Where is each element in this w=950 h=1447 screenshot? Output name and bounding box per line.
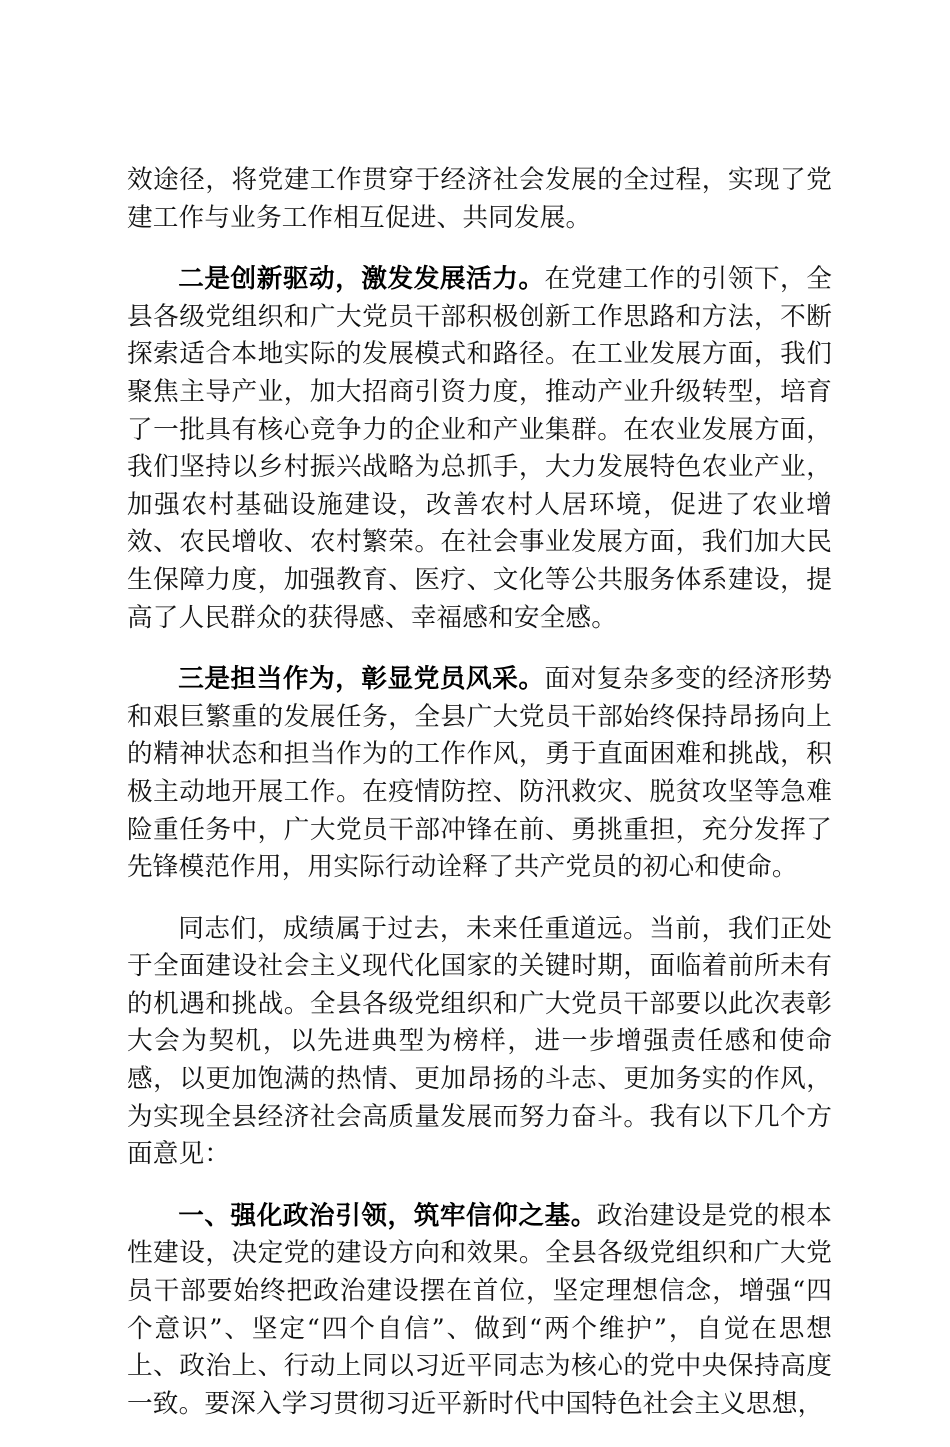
- paragraph-text: 效途径，将党建工作贯穿于经济社会发展的全过程，实现了党建工作与业务工作相互促进、共同发展。: [127, 165, 832, 233]
- paragraph-lead: 三是担当作为，彰显党员风采。: [178, 664, 545, 695]
- paragraph-responsibility: [127, 661, 832, 887]
- paragraph-text: 政治建设是党的根本性建设，决定党的建设方向和效果。全县各级党组织和广大党员干部要始终把政治建设摆在首位，坚定理想信念，增强“四个意识”、坚定“四个自信”、做到“两个维护”，自觉在思想上、政治上、行动上同以习近平同志为核心的党中央保持高度一致。要深入学习贯彻习近平新时代中国特色社会主义思想，: [127, 1200, 832, 1419]
- document-body: [127, 162, 832, 1447]
- paragraph-text: 面对复杂多变的经济形势和艰巨繁重的发展任务，全县广大党员干部始终保持昂扬向上的精神状态和担当作为的工作作风，勇于直面困难和挑战，积极主动地开展工作。在疫情防控、防汛救灾、脱贫攻坚等急难险重任务中，广大党员干部冲锋在前、勇挑重担，充分发挥了先锋模范作用，用实际行动诠释了共产党员的初心和使命。: [127, 664, 832, 883]
- paragraph-lead: 二是创新驱动，激发发展活力。: [178, 264, 545, 295]
- paragraph-text: 同志们，成绩属于过去，未来任重道远。当前，我们正处于全面建设社会主义现代化国家的关键时期，面临着前所未有的机遇和挑战。全县各级党组织和广大党员干部要以此次表彰大会为契机，以先进典型为榜样，进一步增强责任感和使命感，以更加饱满的热情、更加昂扬的斗志、更加务实的作风，为实现全县经济社会高质量发展而努力奋斗。我有以下几个方面意见：: [127, 913, 832, 1170]
- paragraph-text: 在党建工作的引领下，全县各级党组织和广大党员干部积极创新工作思路和方法，不断探索适合本地实际的发展模式和路径。在工业发展方面，我们聚焦主导产业，加大招商引资力度，推动产业升级转型，培育了一批具有核心竞争力的企业和产业集群。在农业发展方面，我们坚持以乡村振兴战略为总抓手，大力发展特色农业产业，加强农村基础设施建设，改善农村人居环境，促进了农业增效、农民增收、农村繁荣。在社会事业发展方面，我们加大民生保障力度，加强教育、医疗、文化等公共服务体系建设，提高了人民群众的获得感、幸福感和安全感。: [127, 264, 832, 633]
- paragraph-lead: 一、强化政治引领，筑牢信仰之基。: [178, 1200, 597, 1231]
- paragraph-innovation: [127, 261, 832, 637]
- paragraph-continuation: [127, 162, 832, 237]
- paragraph-political-guidance: [127, 1198, 832, 1424]
- paragraph-address: [127, 911, 832, 1174]
